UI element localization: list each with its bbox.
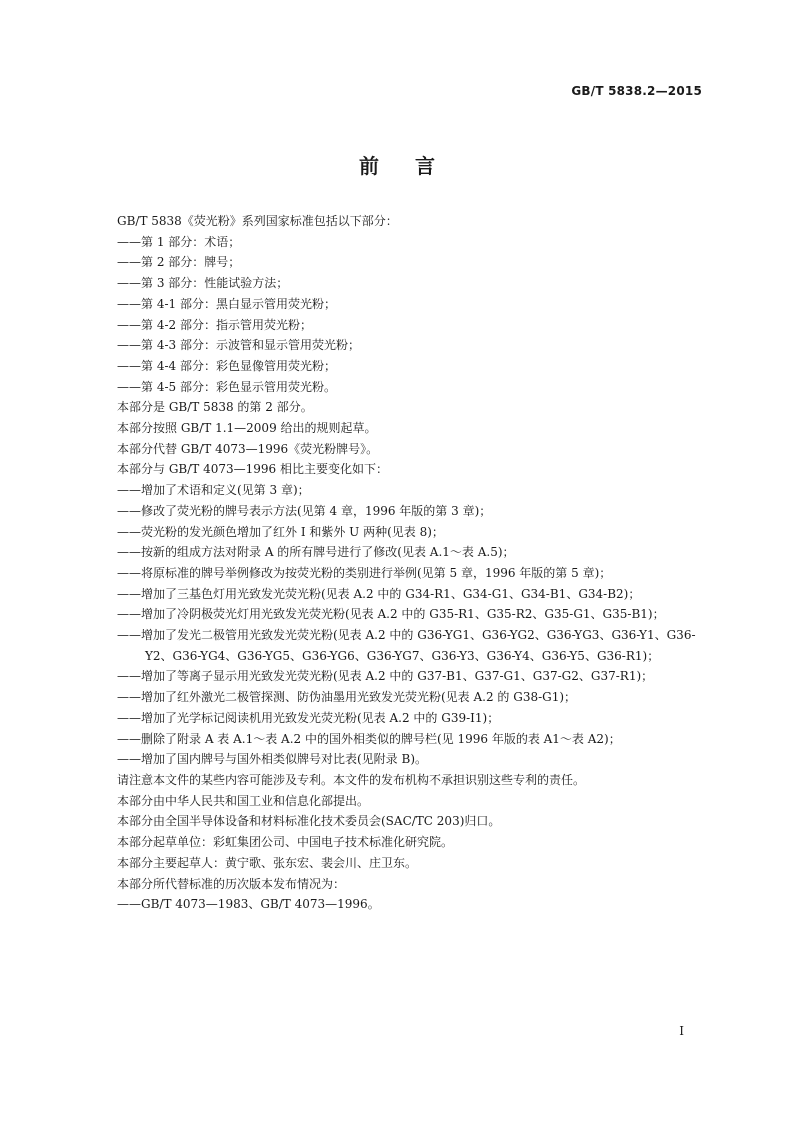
list-item: ——GB/T 4073—1983、GB/T 4073—1996。	[117, 897, 380, 912]
paragraph: 本部分由中华人民共和国工业和信息化部提出。	[117, 793, 370, 808]
list-item: ——第 4-2 部分：指示管用荧光粉；	[117, 317, 312, 332]
standard-code-header: GB/T 5838.2—2015	[571, 84, 702, 98]
list-item: ——增加了发光二极管用光致发光荧光粉(见表 A.2 中的 G36-YG1、G36-YG2、G36-YG3、G36-Y1、G36-Y2、G36-YG4、G36-YG5、G36-YG6、G36-YG7、G36-Y3、G36-Y4、G36-Y5、G36-R1)；	[117, 628, 696, 663]
list-item: ——修改了荧光粉的牌号表示方法(见第 4 章，1996 年版的第 3 章)；	[117, 503, 492, 518]
paragraph: 请注意本文件的某些内容可能涉及专利。本文件的发布机构不承担识别这些专利的责任。	[117, 772, 586, 787]
list-item: ——第 2 部分：牌号；	[117, 255, 241, 270]
paragraph: GB/T 5838《荧光粉》系列国家标准包括以下部分：	[117, 214, 398, 228]
paragraph: 本部分是 GB/T 5838 的第 2 部分。	[117, 400, 313, 415]
list-item: ——增加了术语和定义(见第 3 章)；	[117, 483, 310, 498]
list-item: ——荧光粉的发光颜色增加了红外 I 和紫外 U 两种(见表 8)；	[117, 524, 444, 539]
list-item: ——将原标准的牌号举例修改为按荧光粉的类别进行举例(见第 5 章，1996 年版的第 5 章)；	[117, 565, 612, 580]
list-item: ——第 4-3 部分：示波管和显示管用荧光粉；	[117, 338, 360, 353]
paragraph: 本部分与 GB/T 4073—1996 相比主要变化如下：	[117, 462, 388, 477]
paragraph: 本部分代替 GB/T 4073—1996《荧光粉牌号》。	[117, 441, 379, 456]
foreword-body	[117, 211, 707, 915]
list-item: ——按新的组成方法对附录 A 的所有牌号进行了修改(见表 A.1～表 A.5)；	[117, 545, 515, 560]
list-item: ——增加了国内牌号与国外相类似牌号对比表(见附录 B)。	[117, 752, 427, 767]
paragraph: 本部分按照 GB/T 1.1—2009 给出的规则起草。	[117, 421, 377, 436]
list-item: ——增加了光学标记阅读机用光致发光荧光粉(见表 A.2 中的 G39-I1)；	[117, 710, 500, 725]
list-item: ——增加了三基色灯用光致发光荧光粉(见表 A.2 中的 G34-R1、G34-G1、G34-B1、G34-B2)；	[117, 586, 641, 601]
list-item: ——增加了冷阴极荧光灯用光致发光荧光粉(见表 A.2 中的 G35-R1、G35-R2、G35-G1、G35-B1)；	[117, 607, 665, 622]
page-title: 前言	[359, 154, 471, 178]
list-item: ——第 4-5 部分：彩色显示管用荧光粉。	[117, 379, 336, 394]
list-item: ——第 1 部分：术语；	[117, 234, 241, 249]
list-item: ——第 4-4 部分：彩色显像管用荧光粉；	[117, 358, 336, 373]
paragraph: 本部分由全国半导体设备和材料标准化技术委员会(SAC/TC 203)归口。	[117, 814, 501, 829]
paragraph: 本部分所代替标准的历次版本发布情况为：	[117, 876, 346, 891]
page-number: I	[679, 1024, 684, 1038]
list-item: ——第 3 部分：性能试验方法；	[117, 276, 289, 291]
list-item: ——第 4-1 部分：黑白显示管用荧光粉；	[117, 296, 336, 311]
paragraph: 本部分起草单位：彩虹集团公司、中国电子技术标准化研究院。	[117, 835, 454, 850]
list-item: ——增加了红外激光二极管探测、防伪油墨用光致发光荧光粉(见表 A.2 的 G38-G1)；	[117, 690, 577, 705]
list-item: ——删除了附录 A 表 A.1～表 A.2 中的国外相类似的牌号栏(见 1996 年版的表 A1～表 A2)；	[117, 731, 621, 746]
list-item: ——增加了等离子显示用光致发光荧光粉(见表 A.2 中的 G37-B1、G37-G1、G37-G2、G37-R1)；	[117, 669, 654, 684]
paragraph: 本部分主要起草人：黄宁歌、张东宏、裴会川、庄卫东。	[117, 855, 418, 870]
